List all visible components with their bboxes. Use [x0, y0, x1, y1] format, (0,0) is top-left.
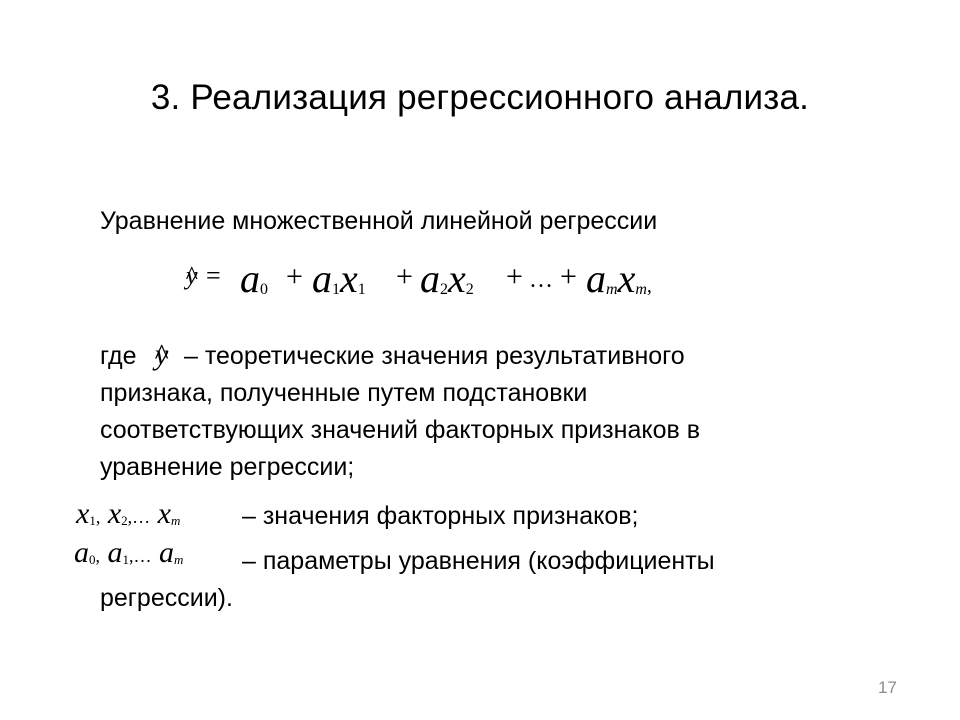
equals-sign: = — [206, 261, 221, 290]
params-notation: a0, a1,… am — [74, 536, 184, 569]
where-label: где — [100, 342, 137, 370]
plus-sign: + — [286, 260, 303, 293]
plus-sign: + — [560, 260, 577, 293]
yhat-description-line-2: признака, полученные путем подстановки — [100, 379, 588, 407]
page-number: 17 — [878, 678, 897, 697]
term-amxm: amxm, — [586, 256, 652, 301]
plus-sign: + — [506, 260, 523, 293]
params-description-line-1: – параметры уравнения (коэффициенты — [242, 547, 715, 575]
plus-sign: + — [396, 260, 413, 293]
term-a2x2: a2x2 — [420, 256, 474, 301]
factors-description: – значения факторных признаков; — [242, 502, 639, 530]
coef-a0: a0 — [240, 256, 268, 301]
intro-text: Уравнение множественной линейной регрессии — [100, 207, 658, 235]
yhat-description-line-3: соответствующих значений факторных признаков в — [100, 416, 700, 444]
factors-notation: x1, x2,… xm — [76, 497, 181, 530]
yhat-symbol: ^ y — [155, 338, 168, 372]
yhat-symbol: ^ y — [186, 261, 198, 291]
yhat-description-line-1: – теоретические значения результативного — [184, 342, 685, 370]
params-description-line-2: регрессии). — [100, 584, 233, 612]
yhat-inline — [155, 338, 168, 372]
term-a1x1: a1x1 — [312, 256, 366, 301]
ellipsis: … — [529, 267, 553, 293]
slide-title: 3. Реализация регрессионного анализа. — [150, 78, 810, 117]
yhat-description-line-4: уравнение регрессии; — [100, 453, 355, 481]
